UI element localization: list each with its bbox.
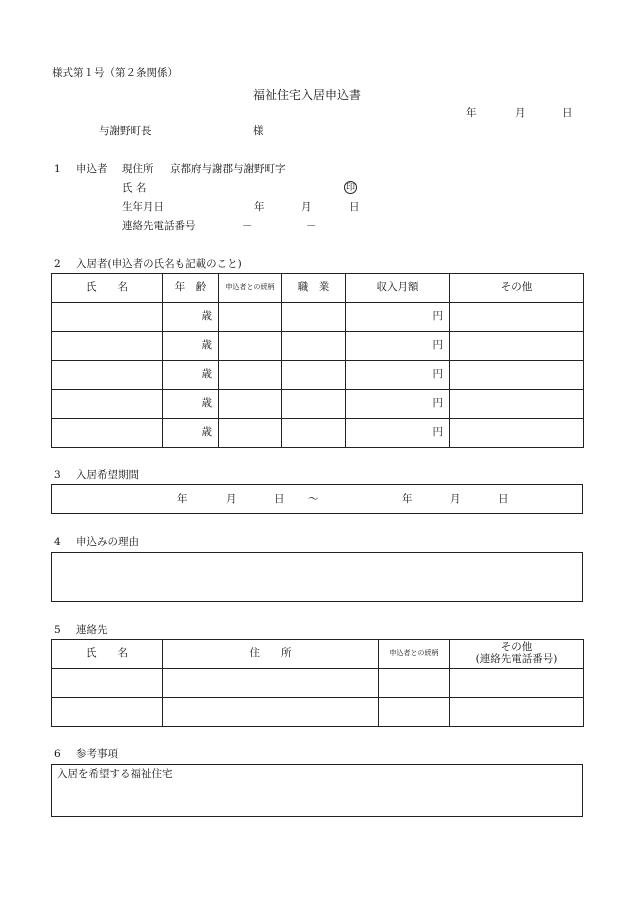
- to-day: 日: [498, 493, 509, 505]
- phone-dash-1: －: [242, 220, 253, 232]
- name-label: 氏 名: [122, 182, 147, 194]
- name-cell[interactable]: [52, 419, 163, 448]
- header-relation: 申込者との続柄: [219, 274, 282, 303]
- form-title: 福祉住宅入居申込書: [253, 88, 362, 102]
- job-cell[interactable]: [282, 303, 346, 332]
- address-label: 現住所: [122, 163, 154, 175]
- contact-header-other: [450, 640, 584, 669]
- header-income: 収入月額: [346, 274, 450, 303]
- section2-number: 2: [54, 258, 61, 270]
- age-cell[interactable]: 歳: [163, 332, 219, 361]
- name-cell[interactable]: [52, 390, 163, 419]
- section4-number: 4: [54, 536, 61, 548]
- age-cell[interactable]: 歳: [163, 419, 219, 448]
- contact-relation-cell[interactable]: [379, 698, 450, 727]
- other-cell[interactable]: [450, 419, 584, 448]
- name-cell[interactable]: [52, 361, 163, 390]
- relation-cell[interactable]: [219, 303, 282, 332]
- table-row: [52, 419, 584, 448]
- contact-other-cell[interactable]: [450, 669, 584, 698]
- birthdate-label: 生年月日: [122, 201, 164, 213]
- date-day: 日: [562, 107, 573, 119]
- table-row: [52, 361, 584, 390]
- from-day: 日: [274, 493, 285, 505]
- form-number: 様式第１号（第２条関係）: [52, 67, 178, 79]
- age-cell[interactable]: 歳: [163, 390, 219, 419]
- other-cell[interactable]: [450, 390, 584, 419]
- contact-address-cell[interactable]: [163, 698, 379, 727]
- section5-number: 5: [54, 624, 61, 636]
- header-other: その他: [450, 274, 584, 303]
- phone-label: 連絡先電話番号: [122, 220, 196, 232]
- header-job: 職 業: [282, 274, 346, 303]
- relation-cell[interactable]: [219, 332, 282, 361]
- from-year: 年: [177, 493, 188, 505]
- contact-header-relation: 申込者との続柄: [379, 640, 450, 669]
- income-cell[interactable]: 円: [346, 303, 450, 332]
- contact-address-cell[interactable]: [163, 669, 379, 698]
- contact-other-cell[interactable]: [450, 698, 584, 727]
- addressee-honorific: 様: [253, 125, 264, 137]
- age-cell[interactable]: 歳: [163, 303, 219, 332]
- date-month: 月: [515, 107, 526, 119]
- to-year: 年: [402, 493, 413, 505]
- contact-header-other-line1: その他: [500, 641, 533, 654]
- table-row: [52, 669, 584, 698]
- phone-dash-2: －: [306, 220, 317, 232]
- seal-mark: 印: [345, 183, 355, 193]
- income-cell[interactable]: 円: [346, 390, 450, 419]
- section1-number: 1: [54, 163, 61, 175]
- table-row: [52, 390, 584, 419]
- header-name: 氏 名: [52, 274, 163, 303]
- section6-label: 参考事項: [76, 748, 118, 760]
- relation-cell[interactable]: [219, 361, 282, 390]
- age-cell[interactable]: 歳: [163, 361, 219, 390]
- other-cell[interactable]: [450, 303, 584, 332]
- name-cell[interactable]: [52, 303, 163, 332]
- address-value: 京都府与謝郡与謝野町字: [170, 163, 286, 175]
- table-row: [52, 698, 584, 727]
- table-row: [52, 303, 584, 332]
- income-cell[interactable]: 円: [346, 332, 450, 361]
- contact-header-name: 氏 名: [52, 640, 163, 669]
- birth-day: 日: [349, 201, 360, 213]
- relation-cell[interactable]: [219, 419, 282, 448]
- addressee-name: 与謝野町長: [99, 125, 152, 137]
- job-cell[interactable]: [282, 361, 346, 390]
- contact-header-address: 住 所: [163, 640, 379, 669]
- header-age: 年 齢: [163, 274, 219, 303]
- contact-header-other-line2: (連絡先電話番号): [475, 653, 558, 665]
- contact-relation-cell[interactable]: [379, 669, 450, 698]
- section1-label: 申込者: [76, 163, 108, 175]
- period-field[interactable]: [51, 484, 583, 514]
- section3-label: 入居希望期間: [76, 469, 139, 481]
- contact-name-cell[interactable]: [52, 698, 163, 727]
- section4-label: 申込みの理由: [76, 536, 139, 548]
- income-cell[interactable]: 円: [346, 419, 450, 448]
- section3-number: 3: [54, 469, 61, 481]
- period-tilde: ～: [308, 493, 319, 505]
- section2-label: 入居者(申込者の氏名も記載のこと): [76, 258, 242, 270]
- from-month: 月: [226, 493, 237, 505]
- relation-cell[interactable]: [219, 390, 282, 419]
- job-cell[interactable]: [282, 390, 346, 419]
- occupants-table: [51, 273, 584, 448]
- section6-number: 6: [54, 748, 61, 760]
- contact-table: [51, 639, 584, 727]
- table-row: [52, 332, 584, 361]
- birth-month: 月: [301, 201, 312, 213]
- remarks-field[interactable]: [51, 764, 583, 817]
- section5-label: 連絡先: [76, 624, 108, 636]
- job-cell[interactable]: [282, 332, 346, 361]
- other-cell[interactable]: [450, 332, 584, 361]
- name-cell[interactable]: [52, 332, 163, 361]
- birth-year: 年: [254, 201, 265, 213]
- contact-name-cell[interactable]: [52, 669, 163, 698]
- to-month: 月: [450, 493, 461, 505]
- reason-field[interactable]: [51, 552, 583, 602]
- income-cell[interactable]: 円: [346, 361, 450, 390]
- job-cell[interactable]: [282, 419, 346, 448]
- date-year: 年: [466, 107, 477, 119]
- other-cell[interactable]: [450, 361, 584, 390]
- remarks-content: 入居を希望する福祉住宅: [57, 768, 173, 780]
